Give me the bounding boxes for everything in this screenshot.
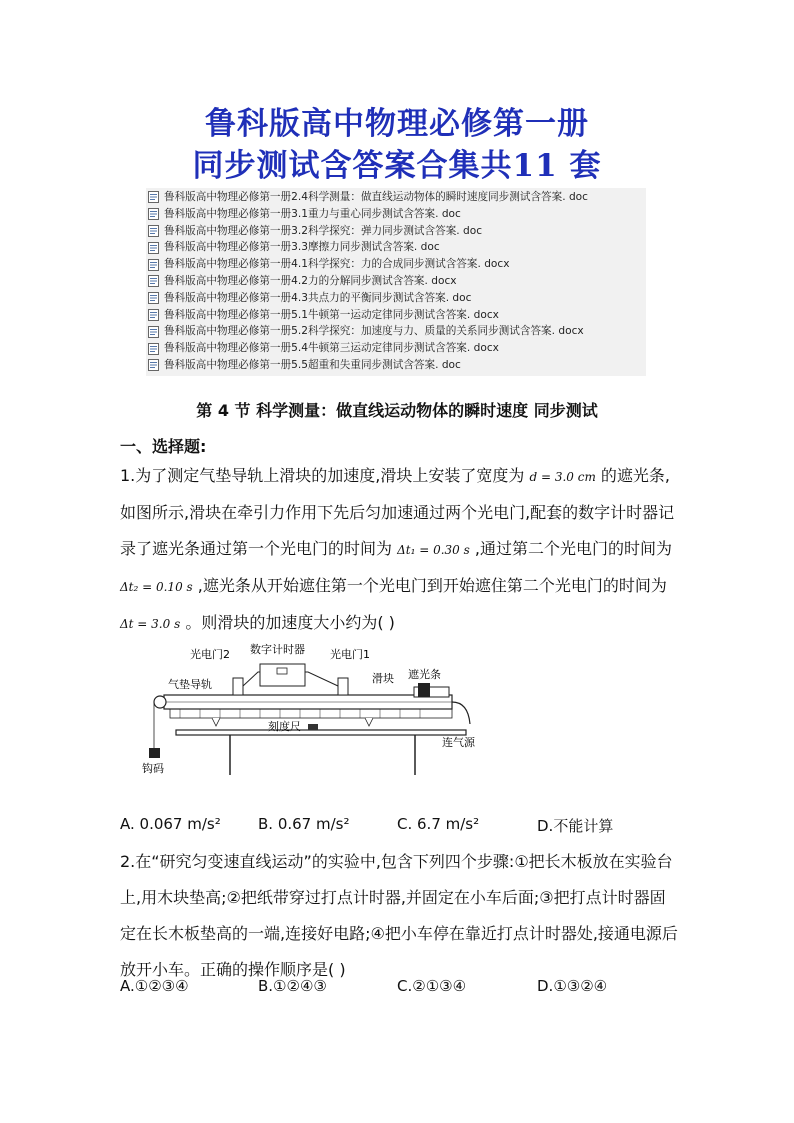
- label-timer: 数字计时器: [250, 643, 305, 656]
- file-list-item[interactable]: [146, 290, 646, 307]
- label-ruler: 刻度尺: [268, 720, 301, 733]
- file-list: [146, 188, 646, 376]
- label-air: 连气源: [442, 736, 475, 749]
- file-name: 鲁科版高中物理必修第一册5.5超重和失重同步测试含答案. doc: [164, 358, 461, 371]
- document-icon: [148, 225, 159, 237]
- q1-option-a: A. 0.067 m/s²: [120, 815, 221, 833]
- page-title-line2: 同步测试含答案合集共11 套: [192, 148, 602, 184]
- document-icon: [148, 191, 159, 203]
- label-slider: 滑块: [372, 672, 394, 685]
- q2-option-c: C.②①③④: [397, 977, 467, 995]
- file-list-item[interactable]: [146, 340, 646, 357]
- q2-option-d: D.①③②④: [537, 977, 608, 995]
- file-name: 鲁科版高中物理必修第一册3.1重力与重心同步测试含答案. doc: [164, 207, 461, 220]
- label-gate1: 光电门1: [330, 648, 370, 661]
- file-list-item[interactable]: [146, 223, 646, 240]
- q1-option-c: C. 6.7 m/s²: [397, 815, 480, 833]
- file-name: 鲁科版高中物理必修第一册5.1牛顿第一运动定律同步测试含答案. docx: [164, 308, 499, 321]
- question-2: 2.在“研究匀变速直线运动”的实验中,包含下列四个步骤:①把长木板放在实验台上,用木块垫高;②把纸带穿过打点计时器,并固定在小车后面;③把打点计时器固定在长木板垫高的一端,连接好电路;④把小车停在靠近打点计时器处,接通电源后放开小车。正确的操作顺序是( ): [120, 852, 678, 979]
- q1-math-dt2: Δt₂ = 0.10 s: [120, 580, 193, 594]
- file-name: 鲁科版高中物理必修第一册5.2科学探究：加速度与力、质量的关系同步测试含答案. docx: [164, 325, 584, 338]
- q2-option-b: B.①②④③: [258, 977, 327, 995]
- q1-options: [120, 815, 720, 839]
- document-icon: [148, 259, 159, 271]
- document-icon: [148, 359, 159, 371]
- document-icon: [148, 326, 159, 338]
- document-icon: [148, 208, 159, 220]
- q2-options: [120, 977, 720, 1001]
- file-name: 鲁科版高中物理必修第一册3.3摩擦力同步测试含答案. doc: [164, 241, 440, 254]
- label-strip: 遮光条: [408, 668, 441, 681]
- label-weight: 钩码: [142, 762, 164, 775]
- file-name: 鲁科版高中物理必修第一册4.1科学探究：力的合成同步测试含答案. docx: [164, 258, 510, 271]
- q1-text-1: 1.为了测定气垫导轨上滑块的加速度,滑块上安装了宽度为: [120, 466, 525, 485]
- file-name: 鲁科版高中物理必修第一册3.2科学探究：弹力同步测试含答案. doc: [164, 224, 483, 237]
- file-list-item[interactable]: [146, 239, 646, 256]
- file-list-item[interactable]: [146, 273, 646, 290]
- q1-text-5: 。则滑块的加速度大小约为( ): [185, 613, 395, 632]
- q1-text-3: ,通过第二个光电门的时间为: [474, 539, 672, 558]
- file-list-item[interactable]: [146, 206, 646, 223]
- file-list-item[interactable]: [146, 307, 646, 324]
- q1-math-width: d = 3.0 cm: [529, 470, 596, 484]
- part-heading: 一、选择题:: [120, 437, 207, 456]
- file-list-item[interactable]: [146, 323, 646, 340]
- document-icon: [148, 275, 159, 287]
- document-icon: [148, 292, 159, 304]
- file-list-item[interactable]: [146, 357, 646, 374]
- q1-math-dt: Δt = 3.0 s: [120, 617, 181, 631]
- label-gate2: 光电门2: [190, 648, 230, 661]
- section-title: 第 4 节 科学测量：做直线运动物体的瞬时速度 同步测试: [196, 401, 598, 420]
- q2-option-a: A.①②③④: [120, 977, 189, 995]
- q1-text-4: ,遮光条从开始遮住第一个光电门到开始遮住第二个光电门的时间为: [197, 576, 667, 595]
- document-icon: [148, 309, 159, 321]
- air-track-diagram: [140, 640, 475, 775]
- file-name: 鲁科版高中物理必修第一册5.4牛顿第三运动定律同步测试含答案. docx: [164, 342, 499, 355]
- q1-option-b: B. 0.67 m/s²: [258, 815, 350, 833]
- file-name: 鲁科版高中物理必修第一册4.2力的分解同步测试含答案. docx: [164, 274, 457, 287]
- file-list-item[interactable]: [146, 256, 646, 273]
- file-list-item[interactable]: [146, 189, 646, 206]
- document-icon: [148, 343, 159, 355]
- page-title-line1: 鲁科版高中物理必修第一册: [205, 106, 589, 142]
- file-name: 鲁科版高中物理必修第一册2.4科学测量：做直线运动物体的瞬时速度同步测试含答案. doc: [164, 191, 588, 203]
- q1-text-2: 的遮光条,如图所示,滑块在牵引力作用下先后匀加速通过两个光电门,配套的数字计时器记录了遮光条通过第一个光电门的时间为: [120, 466, 675, 558]
- file-name: 鲁科版高中物理必修第一册4.3共点力的平衡同步测试含答案. doc: [164, 291, 472, 304]
- q1-math-dt1: Δt₁ = 0.30 s: [397, 543, 470, 557]
- q1-option-d: D.不能计算: [537, 817, 614, 835]
- document-icon: [148, 242, 159, 254]
- label-rail: 气垫导轨: [168, 678, 212, 691]
- question-1: [120, 458, 680, 642]
